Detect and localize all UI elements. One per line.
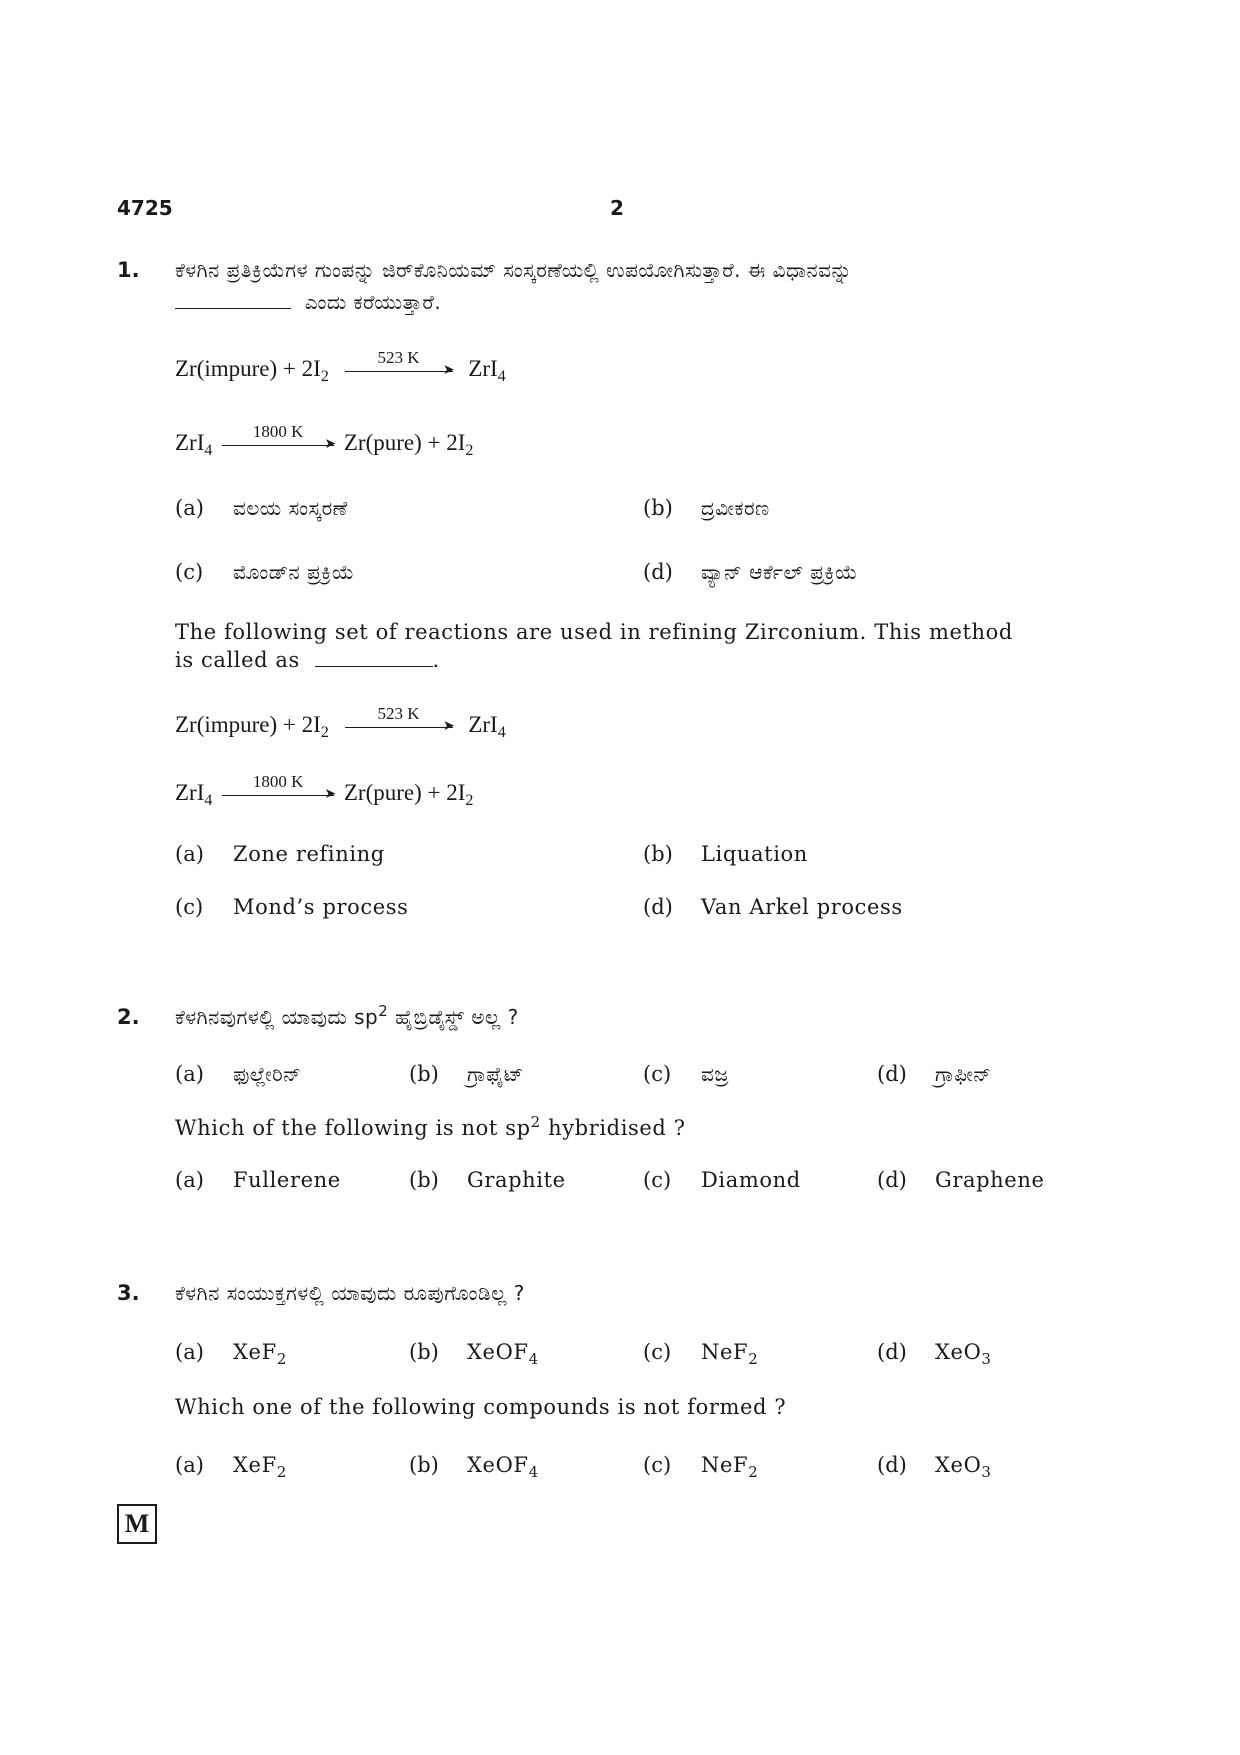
q1-en-option-a: Zone refining xyxy=(233,842,385,866)
q2-kn-option-c: ವಜ್ರ xyxy=(701,1062,730,1086)
q2-kn-option-a: ಫುಲ್ಲೇರಿನ್ xyxy=(233,1062,302,1086)
q1-en-option-a-label: (a) xyxy=(175,842,204,866)
q2-en-option-c: Diamond xyxy=(701,1168,801,1192)
q1-en-option-d-label: (d) xyxy=(643,895,673,919)
q2-en-option-d: Graphene xyxy=(935,1168,1045,1192)
q1-kn-option-a-label: (a) xyxy=(175,496,204,520)
q3-en-option-a: XeF$_2$ xyxy=(233,1453,287,1481)
q1-kn-option-b: ದ್ರವೀಕರಣ xyxy=(701,496,770,520)
q3-en-option-c: NeF$_2$ xyxy=(701,1453,759,1481)
q2-kn-option-a-label: (a) xyxy=(175,1062,204,1086)
reaction-arrow: 523 K ➤ xyxy=(345,369,453,373)
q3-en-option-d: XeO$_3$ xyxy=(935,1453,992,1481)
q2-en-option-a: Fullerene xyxy=(233,1168,341,1192)
q2-kn-option-b: ಗ್ರಾಫೈಟ್ xyxy=(467,1062,524,1086)
q2-english-stem: Which of the following is not $sp^2$ hybridised ? xyxy=(175,1113,686,1140)
reaction-arrow: 523 K ➤ xyxy=(345,725,453,729)
q3-kn-option-a-label: (a) xyxy=(175,1340,204,1364)
q2-kn-option-d-label: (d) xyxy=(877,1062,907,1086)
q1-kn-option-a: ವಲಯ ಸಂಸ್ಕರಣೆ xyxy=(233,496,348,520)
q3-kn-option-c: NeF$_2$ xyxy=(701,1340,759,1368)
q1-en-option-b: Liquation xyxy=(701,842,808,866)
q3-en-option-c-label: (c) xyxy=(643,1453,672,1477)
reaction-arrow: 1800 K ➤ xyxy=(222,793,334,797)
question-number-2: 2. xyxy=(117,1005,140,1029)
q3-kn-option-a: XeF$_2$ xyxy=(233,1340,287,1368)
q1-en-option-c: Mond’s process xyxy=(233,895,409,919)
medium-mark-box: M xyxy=(117,1504,157,1544)
q2-kn-option-d: ಗ್ರಾಫೀನ್ xyxy=(935,1062,992,1086)
q1-kn-option-c: ಮೊಂಡ್‌ನ ಪ್ರಕ್ರಿಯೆ xyxy=(233,560,355,584)
q3-kn-option-d: XeO$_3$ xyxy=(935,1340,992,1368)
q1-kn-option-c-label: (c) xyxy=(175,560,204,584)
q2-en-option-a-label: (a) xyxy=(175,1168,204,1192)
q3-english-stem: Which one of the following compounds is not formed ? xyxy=(175,1395,787,1419)
q1-en-option-c-label: (c) xyxy=(175,895,204,919)
q1-kn-option-d-label: (d) xyxy=(643,560,673,584)
q3-en-option-b-label: (b) xyxy=(409,1453,439,1477)
q2-en-option-d-label: (d) xyxy=(877,1168,907,1192)
q3-kn-option-c-label: (c) xyxy=(643,1340,672,1364)
q1-en-equation-2: ZrI$_4$ 1800 K ➤ Zr(pure) + $2I_2$ xyxy=(175,771,474,809)
q1-kn-option-d: ವ್ಯಾನ್ ಆರ್ಕೆಲ್ ಪ್ರಕ್ರಿಯೆ xyxy=(701,560,858,584)
q1-en-option-d: Van Arkel process xyxy=(701,895,903,919)
question-number-3: 3. xyxy=(117,1281,140,1305)
q1-kn-equation-2: ZrI$_4$ 1800 K ➤ Zr(pure) + $2I_2$ xyxy=(175,421,474,459)
q1-en-equation-1: Zr(impure) + $2I_2$ 523 K ➤ ZrI$_4$ xyxy=(175,703,506,741)
q2-kannada-stem: ಕೆಳಗಿನವುಗಳಲ್ಲಿ ಯಾವುದು $sp^2$ ಹೈಬ್ರಿಡೈಸ್ಡ್ ಅಲ್ಲ ? xyxy=(175,1002,519,1029)
q2-en-option-b-label: (b) xyxy=(409,1168,439,1192)
q1-kannada-stem-line1: ಕೆಳಗಿನ ಪ್ರತಿಕ್ರಿಯೆಗಳ ಗುಂಪನ್ನು ಜಿರ್‌ಕೊನಿಯಮ್ ಸಂಸ್ಕರಣೆಯಲ್ಲಿ ಉಪಯೋಗಿಸುತ್ತಾರೆ. ಈ ವಿಧಾನವನ್ನು xyxy=(175,258,853,282)
q3-en-option-d-label: (d) xyxy=(877,1453,907,1477)
q3-kn-option-b: XeOF$_4$ xyxy=(467,1340,539,1368)
question-number-1: 1. xyxy=(117,258,140,282)
answer-blank xyxy=(175,307,291,309)
q3-kn-option-b-label: (b) xyxy=(409,1340,439,1364)
q1-kn-option-b-label: (b) xyxy=(643,496,673,520)
q3-kn-option-d-label: (d) xyxy=(877,1340,907,1364)
q2-en-option-b: Graphite xyxy=(467,1168,566,1192)
q1-english-stem-line1: The following set of reactions are used in refining Zirconium. This method xyxy=(175,620,1013,644)
q2-kn-option-b-label: (b) xyxy=(409,1062,439,1086)
q2-kn-option-c-label: (c) xyxy=(643,1062,672,1086)
paper-code: 4725 xyxy=(117,196,173,220)
q1-kn-equation-1: Zr(impure) + $2I_2$ 523 K ➤ ZrI$_4$ xyxy=(175,347,506,385)
q1-kannada-stem-line2: ಎಂದು ಕರೆಯುತ್ತಾರೆ. xyxy=(175,290,441,314)
reaction-arrow: 1800 K ➤ xyxy=(222,443,334,447)
q3-kannada-stem: ಕೆಳಗಿನ ಸಂಯುಕ್ತಗಳಲ್ಲಿ ಯಾವುದು ರೂಪುಗೊಂಡಿಲ್ಲ ? xyxy=(175,1281,525,1305)
answer-blank xyxy=(315,665,433,667)
q1-english-stem-line2: is called as . xyxy=(175,648,440,672)
page-number: 2 xyxy=(610,196,624,220)
q2-en-option-c-label: (c) xyxy=(643,1168,672,1192)
q3-en-option-a-label: (a) xyxy=(175,1453,204,1477)
q3-en-option-b: XeOF$_4$ xyxy=(467,1453,539,1481)
q1-en-option-b-label: (b) xyxy=(643,842,673,866)
